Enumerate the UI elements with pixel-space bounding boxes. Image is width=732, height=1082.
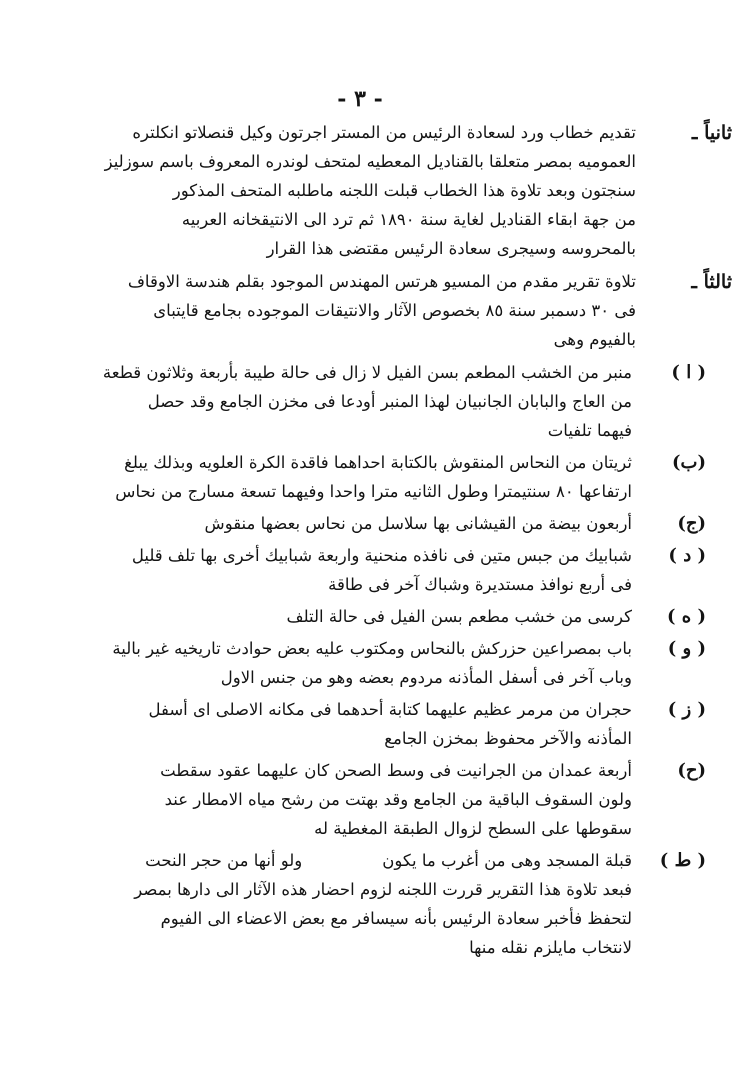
list-item — [96, 695, 706, 753]
text-line: فيهما تلفيات — [547, 421, 632, 440]
text-fragment: ولو أنها من حجر النحت — [145, 851, 303, 870]
text-line: تقديم خطاب ورد لسعادة الرئيس من المستر اجرتون وكيل قنصلاتو انكلتره — [132, 123, 636, 142]
text-line: لتحفظ فأخبر سعادة الرئيس بأنه سيسافر مع بعض الاعضاء الى الفيوم — [160, 909, 632, 928]
text-line: سقوطها على السطح لزوال الطبقة المغطية له — [314, 819, 632, 838]
text-line: العموميه بمصر متعلقا بالقناديل المعطيه لمتحف لوندره المعروف باسم سوزليز — [104, 152, 636, 171]
list-item — [96, 541, 706, 599]
list-item — [96, 756, 706, 843]
item-label: ( ط ) — [659, 850, 706, 871]
list-item — [96, 509, 706, 538]
text-line: حجران من مرمر عظيم عليهما كتابة أحدهما فى مكانه الاصلى اى أسفل — [148, 700, 632, 719]
text-line: باب بمصراعين حزركش بالنحاس ومكتوب عليه بعض حوادث تاريخيه غير بالية — [112, 639, 632, 658]
minutes-body — [96, 118, 732, 965]
text-line: أربعة عمدان من الجرانيت فى وسط الصحن كان عليهما عقود سقطت — [160, 761, 632, 780]
text-line: فى أربع نوافذ مستديرة وشباك آخر فى طاقة — [328, 575, 632, 594]
text-line: فى ٣٠ دسمبر سنة ٨٥ بخصوص الآثار والانتيقات الموجوده بجامع قايتباى — [153, 301, 636, 320]
text-line: ارتفاعها ٨٠ سنتيمترا وطول الثانيه مترا واحدا وفيهما تسعة مسارج من نحاس — [115, 482, 632, 501]
section-label: ثالثاً ـ — [691, 271, 732, 293]
list-item — [96, 358, 706, 445]
item-label: (ج) — [677, 513, 706, 534]
text-line: بالمحروسه وسيجرى سعادة الرئيس مقتضى هذا القرار — [266, 239, 636, 258]
text-line: منبر من الخشب المطعم بسن الفيل لا زال فى حالة طيبة بأربعة وثلاثون قطعة — [102, 363, 632, 382]
text-line: من جهة ابقاء القناديل لغاية سنة ١٨٩٠ ثم ترد الى الانتيقخانه العربيه — [181, 210, 636, 229]
section-third — [96, 267, 732, 354]
text-fragment: قبلة المسجد وهى من أغرب ما يكون — [382, 851, 632, 870]
section-second — [96, 118, 732, 263]
text-line: لانتخاب مايلزم نقله منها — [469, 938, 632, 957]
item-label: (ح) — [677, 760, 706, 781]
list-item — [96, 634, 706, 692]
item-label: ( و ) — [667, 638, 706, 659]
list-item — [96, 448, 706, 506]
text-line: وباب آخر فى أسفل المأذنه مردوم بعضه وهو من جنس الاول — [220, 668, 632, 687]
list-item — [96, 846, 706, 962]
item-label: ( د ) — [668, 545, 706, 566]
text-line: المأذنه والآخر محفوظ بمخزن الجامع — [384, 729, 632, 748]
item-label: ( ه ) — [667, 606, 706, 627]
section-label: ثانياً ـ — [691, 122, 732, 144]
page-number: - ٣ - — [337, 86, 383, 112]
text-line: أربعون بيضة من القيشانى بها سلاسل من نحاس بعضها منقوش — [204, 514, 632, 533]
text-line: تلاوة تقرير مقدم من المسيو هرتس المهندس الموجود بقلم هندسة الاوقاف — [127, 272, 636, 291]
text-line: شبابيك من جبس متين فى نافذه منحنية واربعة شبابيك أخرى بها تلف قليل — [131, 546, 632, 565]
item-label: ( ا ) — [671, 362, 706, 383]
text-line: سنجتون وبعد تلاوة هذا الخطاب قبلت اللجنه ماطلبه المتحف المذكور — [172, 181, 636, 200]
list-item — [96, 602, 706, 631]
text-line: بالفيوم وهى — [553, 330, 636, 349]
item-label: ( ز ) — [667, 699, 706, 720]
text-line: فبعد تلاوة هذا التقرير قررت اللجنه لزوم احضار هذه الآثار الى دارها بمصر — [134, 880, 632, 899]
text-line: ولون السقوف الباقية من الجامع وقد بهتت من رشح مياه الامطار عند — [164, 790, 632, 809]
text-line — [96, 846, 632, 875]
text-line: من العاج والبابان الجانبيان لهذا المنبر أودعا فى مخزن الجامع وقد حصل — [147, 392, 632, 411]
text-line: ثريتان من النحاس المنقوش بالكتابة احداهما فاقدة الكرة العلويه وبذلك يبلغ — [124, 453, 632, 472]
text-line: كرسى من خشب مطعم بسن الفيل فى حالة التلف — [286, 607, 632, 626]
item-label: (ب) — [672, 452, 706, 473]
